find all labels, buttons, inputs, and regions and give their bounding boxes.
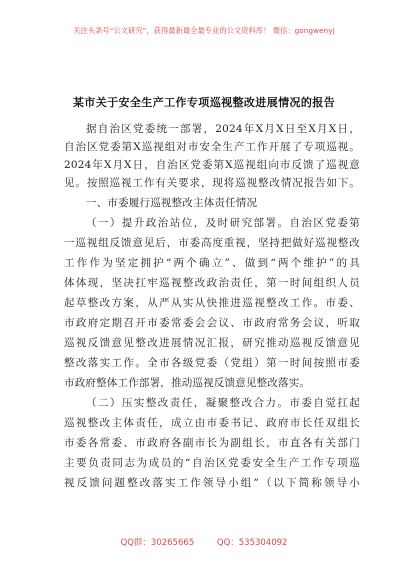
body-line: 巡视反馈意见整改进展情况汇报，研究推动巡视反馈意见 [64, 337, 360, 349]
body-line: 视反馈问题整改落实工作领导小组”（以下简称领导小 [64, 477, 360, 489]
body-line: 整改落实工作。全市各级党委（党组）第一时间按照市委 [64, 357, 360, 369]
section-heading: 一、市委履行巡视整改主体责任情况 [86, 197, 258, 209]
promo-banner: 关注头条号“公文研究”，获得最新最全最专业的公文资料库！ 微信：gongwenyj [73, 26, 335, 35]
body-line: 2024年X月X日，自治区党委第X巡视组向市反馈了巡视意 [64, 159, 360, 171]
body-line: 市政府整体工作部署，推动巡视反馈意见整改落实。 [64, 377, 311, 389]
body-line: 巡视整改主体责任，成立由市委书记、政府市长任双组长 [64, 417, 360, 429]
body-line: 体体现，坚决扛牢巡视整改政治责任，第一时间组织人员 [64, 277, 360, 289]
body-line: 一巡视组反馈意见后，市委高度重视，坚持把做好巡视整改 [64, 237, 360, 249]
body-line: 见。按照巡视工作有关要求，现将巡视整改情况报告如下。 [64, 177, 360, 189]
body-line: 自治区党委第X巡视组对市安全生产工作开展了专项巡视。 [64, 141, 360, 153]
body-line: 市委各常委、市政府各副市长为副组长，市直各有关部门 [64, 437, 360, 449]
body-line: 市政府定期召开市委常委会会议、市政府常务会议，听取 [64, 317, 360, 329]
contact-footer [0, 536, 408, 548]
body-line: 工作作为坚定拥护“两个确立”、做到“两个维护”的具 [64, 257, 360, 269]
body-line: 主要负责同志为成员的“自治区党委安全生产工作专项巡 [64, 457, 360, 469]
body-line: （二）压实整改责任，凝聚整改合力。市委自觉扛起 [86, 397, 360, 409]
qq-group-text: QQ群：30265665 [120, 538, 195, 548]
body-line: （一）提升政治站位，及时研究部署。自治区党委第 [86, 217, 360, 229]
qq-text: QQ：535304092 [216, 538, 288, 548]
document-title: 某市关于安全生产工作专项巡视整改进展情况的报告 [72, 96, 336, 109]
body-line: 起草整改方案，从严从实从快推进巡视整改工作。市委、 [64, 297, 360, 309]
body-line: 据自治区党委统一部署，2024年X月X日至X月X日， [86, 123, 360, 135]
